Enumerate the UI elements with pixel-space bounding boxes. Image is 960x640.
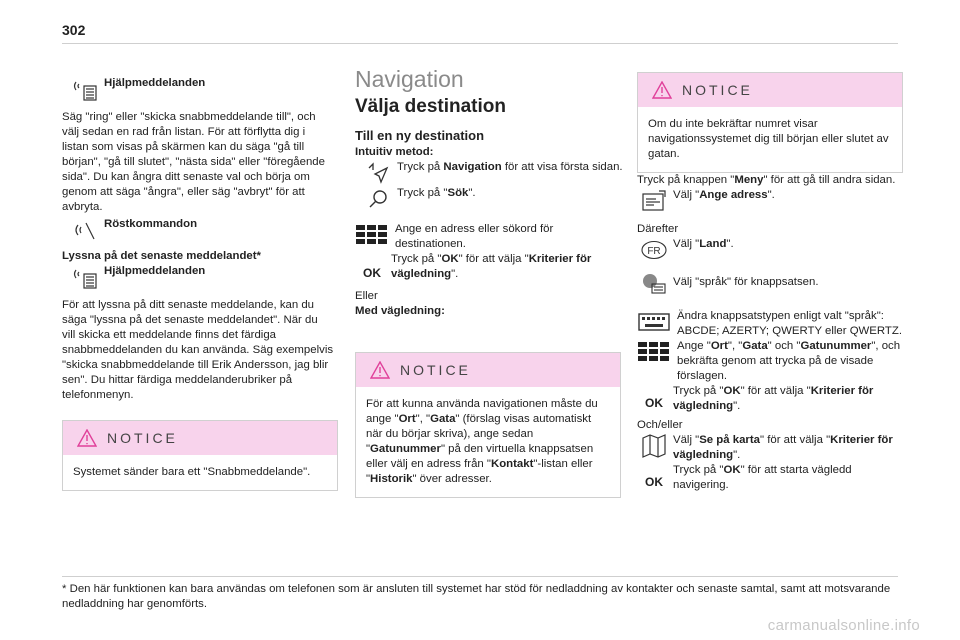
language-keyboard-icon bbox=[641, 271, 667, 297]
search-icon bbox=[365, 186, 391, 212]
notice-text: För att kunna använda navigationen måste du ange "Ort", "Gata" (förslag visas automatiskt när du börjar skriva), ange sedan "Gatunummer" på den virtuella knappsatsen eller välj en adress från "Kontakt"-listan eller "Historik" över adresser. bbox=[366, 398, 598, 485]
step-country: Välj "Land". bbox=[673, 238, 734, 250]
listen-last-message-title: Lyssna på det senaste meddelandet* bbox=[62, 250, 261, 262]
then-label: Därefter bbox=[637, 223, 679, 235]
ok-icon: OK bbox=[363, 265, 381, 280]
notice-title: NOTICE bbox=[400, 361, 471, 378]
voice-keypad-icon-2 bbox=[72, 264, 98, 290]
column-left bbox=[62, 76, 334, 403]
warning-icon bbox=[77, 429, 97, 447]
or-label: Eller bbox=[355, 290, 378, 302]
step-ok-criteria: Tryck på "OK" för att välja "Kriterier för vägledning". bbox=[673, 385, 874, 412]
step-view-map: Välj "Se på karta" för att välja "Kriterier för vägledning". bbox=[673, 434, 893, 461]
warning-icon bbox=[370, 361, 390, 379]
step-language: Välj "språk" för knappsatsen. bbox=[673, 276, 819, 288]
step-start-guidance: Tryck på "OK" för att starta vägledd navigering. bbox=[673, 464, 852, 491]
voice-command-icon bbox=[72, 217, 98, 243]
page-number: 302 bbox=[62, 22, 86, 38]
keypad-icon bbox=[637, 339, 671, 365]
help-messages-title-2: Hjälpmeddelanden bbox=[104, 265, 206, 277]
step-ok-criteria: Tryck på "OK" för att välja "Kriterier för vägledning". bbox=[391, 253, 592, 280]
column-middle bbox=[355, 66, 625, 319]
choose-destination-heading: Välja destination bbox=[355, 96, 506, 117]
voice-keypad-icon bbox=[72, 76, 98, 102]
step-enter-address: Ange en adress eller sökord för destinationen. bbox=[395, 223, 554, 250]
keypad-icon bbox=[355, 222, 389, 248]
notice-text: Om du inte bekräftar numret visar navigationssystemet dig till början eller slutet av gatan. bbox=[648, 118, 889, 160]
notice-text: Systemet sänder bara ett "Snabbmeddelande". bbox=[73, 466, 311, 478]
notice-box-left bbox=[62, 420, 338, 491]
notice-title: NOTICE bbox=[107, 429, 178, 446]
notice-box-right bbox=[637, 72, 903, 173]
keyboard-icon bbox=[637, 309, 671, 335]
ok-icon: OK bbox=[645, 395, 663, 410]
help-messages-text-2: För att lyssna på ditt senaste meddelande, kan du säga "lyssna på det senaste meddelandet". När du vill skicka ett meddelande finns det färdiga snabbmeddelanden du kan använda. Säg exempelvis "skicka snabbmeddelande till Erik Andersson, jag blir sen". Du hittar färdiga meddelanderubriker på telefonmenyn. bbox=[62, 299, 334, 401]
notice-title: NOTICE bbox=[682, 81, 753, 98]
column-right bbox=[637, 173, 903, 495]
country-fr-icon bbox=[641, 237, 667, 263]
navigation-heading: Navigation bbox=[355, 66, 464, 92]
footer-divider bbox=[62, 576, 898, 577]
address-icon bbox=[641, 188, 667, 214]
map-icon bbox=[641, 433, 667, 459]
help-messages-text-1: Säg "ring" eller "skicka snabbmeddelande till", och välj sedan en rad från listan. För att förflytta dig i listan som visas på skärmen kan du säga "gå till början", "gå till slutet", "nästa sida" eller "föregående sida". Du kan ångra ditt senaste val och börja om genom att säga "ångra", eller säg "avbryt" för att avbryta. bbox=[62, 111, 325, 213]
footnote: * Den här funktionen kan bara användas om telefonen som är ansluten till systemet har stöd för nedladdning av kontakter och senaste samtal, samt att motsvarande nedladdning har genomförts. bbox=[62, 583, 891, 610]
voice-commands-title: Röstkommandon bbox=[104, 218, 198, 230]
menu-intro: Tryck på knappen "Meny" för att gå till andra sidan. bbox=[637, 174, 896, 186]
top-divider bbox=[62, 43, 898, 44]
step-search: Tryck på "Sök". bbox=[397, 187, 476, 199]
new-destination-heading: Till en ny destination bbox=[355, 128, 485, 143]
step-keyboard-type: Ändra knappsatstypen enligt valt "språk": ABCDE; AZERTY; QWERTY eller QWERTZ. bbox=[677, 310, 903, 337]
guided-label: Med vägledning: bbox=[355, 305, 445, 317]
watermark: carmanualsonline.info bbox=[767, 617, 920, 634]
step-enter-address: Välj "Ange adress". bbox=[673, 189, 775, 201]
help-messages-title-1: Hjälpmeddelanden bbox=[104, 77, 206, 89]
step-navigation: Tryck på Navigation för att visa första sidan. bbox=[397, 161, 623, 173]
and-or-label: Och/eller bbox=[637, 419, 683, 431]
fr-label: FR bbox=[647, 246, 661, 257]
notice-box-middle bbox=[355, 352, 621, 498]
ok-icon: OK bbox=[645, 474, 663, 489]
intuitive-method-label: Intuitiv metod: bbox=[355, 146, 434, 158]
navigation-arrow-icon bbox=[365, 160, 391, 186]
step-enter-street: Ange "Ort", "Gata" och "Gatunummer", och bekräfta genom att trycka på de visade förslagen. bbox=[677, 340, 901, 382]
warning-icon bbox=[652, 81, 672, 99]
